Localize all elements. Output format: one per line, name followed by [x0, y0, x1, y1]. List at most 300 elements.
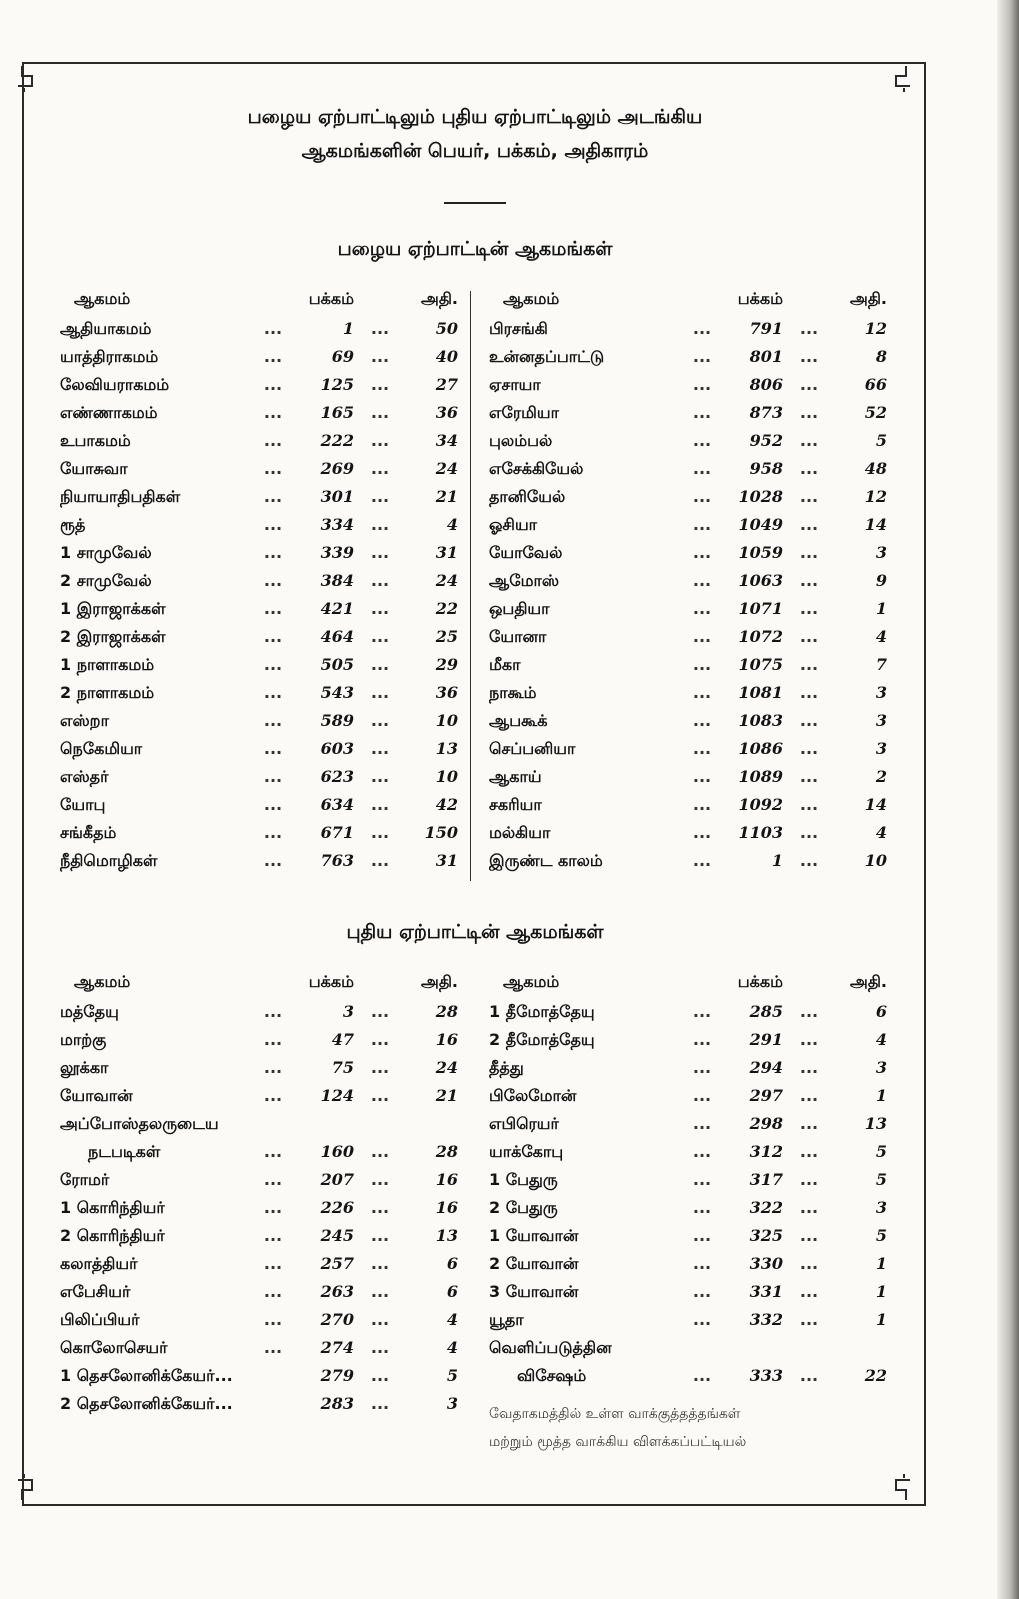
book-page: 245 [320, 1226, 354, 1245]
book-page: 263 [320, 1282, 354, 1301]
book-name: செப்பனியா [489, 739, 576, 758]
leader-dots: ... [263, 487, 283, 506]
leader-dots: ... [263, 795, 283, 814]
book-name: ரோமர் [60, 1170, 110, 1189]
book-page: 806 [749, 375, 783, 394]
book-chapters: 24 [435, 1058, 458, 1077]
table-row [489, 627, 890, 655]
leader-dots: ... [263, 1058, 283, 1077]
leader-dots: ... [692, 1366, 712, 1385]
table-row [489, 1254, 890, 1282]
book-chapters: 1 [875, 1282, 887, 1301]
book-name: 2 நாளாகமம் [60, 683, 155, 702]
table-header-row [60, 972, 475, 1002]
table-row [60, 1030, 475, 1058]
book-chapters: 5 [446, 1366, 458, 1385]
book-page: 1083 [738, 711, 783, 730]
leader-dots: ... [370, 1226, 390, 1245]
table-row [489, 1002, 890, 1030]
book-page: 1028 [738, 487, 783, 506]
new-testament-title: புதிய ஏற்பாட்டின் ஆகமங்கள் [346, 921, 604, 943]
book-chapters: 22 [864, 1366, 887, 1385]
book-page: 801 [749, 347, 783, 366]
book-name: யாத்திராகமம் [60, 347, 159, 366]
book-name: கலாத்தியர் [60, 1254, 138, 1273]
book-page: 1059 [738, 543, 783, 562]
book-name: 1 தீமோத்தேயு [489, 1002, 595, 1021]
book-page: 589 [320, 711, 354, 730]
book-chapters: 40 [435, 347, 458, 366]
table-row [489, 1366, 890, 1394]
leader-dots: ... [799, 1254, 819, 1273]
book-name: 1 கொரிந்தியர் [60, 1198, 165, 1217]
book-page: 1081 [738, 683, 783, 702]
book-name: 1 சாமுவேல் [60, 543, 152, 562]
book-name: இருண்ட காலம் [489, 851, 603, 870]
table-row [60, 1394, 475, 1422]
book-page: 270 [320, 1310, 354, 1329]
table-row [60, 571, 475, 599]
book-chapters: 21 [435, 487, 458, 506]
book-name: 3 யோவான் [489, 1282, 579, 1301]
leader-dots: ... [692, 543, 712, 562]
leader-dots: ... [799, 1030, 819, 1049]
book-name: தானியேல் [489, 487, 566, 506]
leader-dots: ... [370, 515, 390, 534]
table-row [60, 851, 475, 879]
book-chapters: 25 [435, 627, 458, 646]
leader-dots: ... [692, 459, 712, 478]
book-chapters: 4 [446, 1310, 458, 1329]
leader-dots: ... [263, 599, 283, 618]
table-row [489, 459, 890, 487]
table-row [489, 599, 890, 627]
book-chapters: 3 [875, 1058, 887, 1077]
book-page: 294 [749, 1058, 783, 1077]
table-row [489, 1058, 890, 1086]
table-row [489, 515, 890, 543]
table-row [60, 823, 475, 851]
leader-dots: ... [370, 599, 390, 618]
book-name: 1 யோவான் [489, 1226, 579, 1245]
book-chapters: 16 [435, 1198, 458, 1217]
table-row [489, 431, 890, 459]
book-chapters: 3 [875, 739, 887, 758]
table-row [489, 739, 890, 767]
book-page: 873 [749, 403, 783, 422]
book-page: 285 [749, 1002, 783, 1021]
book-name: யோவான் [60, 1086, 133, 1105]
book-name: 2 இராஜாக்கள் [60, 627, 166, 646]
book-chapters: 150 [424, 823, 458, 842]
leader-dots: ... [263, 431, 283, 450]
book-page: 1075 [738, 655, 783, 674]
column-divider [470, 291, 471, 881]
book-page: 301 [320, 487, 354, 506]
book-chapters: 5 [875, 1226, 887, 1245]
header-page: பக்கம் [308, 972, 354, 991]
book-name: ஆகாய் [489, 767, 542, 786]
table-row [489, 319, 890, 347]
book-chapters: 7 [875, 655, 887, 674]
table-row [489, 571, 890, 599]
leader-dots: ... [799, 851, 819, 870]
book-name: தீத்து [489, 1058, 524, 1077]
leader-dots: ... [799, 487, 819, 506]
book-page: 47 [331, 1030, 354, 1049]
table-row [60, 1310, 475, 1338]
table-header-row [489, 289, 890, 319]
leader-dots: ... [692, 347, 712, 366]
leader-dots: ... [370, 431, 390, 450]
leader-dots: ... [692, 403, 712, 422]
leader-dots: ... [370, 1058, 390, 1077]
leader-dots: ... [370, 627, 390, 646]
book-page: 257 [320, 1254, 354, 1273]
leader-dots: ... [799, 1282, 819, 1301]
leader-dots: ... [370, 571, 390, 590]
leader-dots: ... [263, 655, 283, 674]
leader-dots: ... [370, 739, 390, 758]
leader-dots: ... [370, 1198, 390, 1217]
table-row [489, 1226, 890, 1254]
book-page: 505 [320, 655, 354, 674]
book-name: எஸ்றா [60, 711, 109, 730]
corner-ornament-top-right [880, 62, 914, 96]
leader-dots: ... [692, 431, 712, 450]
leader-dots: ... [370, 851, 390, 870]
table-row [60, 1142, 475, 1170]
leader-dots: ... [799, 1226, 819, 1245]
leader-dots: ... [370, 823, 390, 842]
leader-dots: ... [263, 1030, 283, 1049]
book-page: 384 [320, 571, 354, 590]
book-page: 464 [320, 627, 354, 646]
book-chapters: 50 [435, 319, 458, 338]
leader-dots: ... [263, 1226, 283, 1245]
leader-dots: ... [263, 851, 283, 870]
book-chapters: 1 [875, 1310, 887, 1329]
book-page: 1063 [738, 571, 783, 590]
old-testament-title: பழைய ஏற்பாட்டின் ஆகமங்கள் [337, 238, 613, 260]
book-name: ஆமோஸ் [489, 571, 560, 590]
book-page: 330 [749, 1254, 783, 1273]
book-chapters: 42 [435, 795, 458, 814]
book-chapters: 2 [875, 767, 887, 786]
table-row [489, 1282, 890, 1310]
book-page: 298 [749, 1114, 783, 1133]
leader-dots: ... [263, 347, 283, 366]
leader-dots: ... [799, 767, 819, 786]
leader-dots: ... [692, 1002, 712, 1021]
table-row [60, 487, 475, 515]
book-name: நெகேமியா [60, 739, 143, 758]
leader-dots: ... [692, 487, 712, 506]
book-page: 543 [320, 683, 354, 702]
book-page: 1072 [738, 627, 783, 646]
table-row [60, 1282, 475, 1310]
leader-dots: ... [799, 627, 819, 646]
table-row [60, 683, 475, 711]
header-chapters: அதி. [421, 289, 458, 308]
book-name: யோசுவா [60, 459, 128, 478]
book-name: 2 கொரிந்தியர் [60, 1226, 165, 1245]
book-name: ஒபதியா [489, 599, 550, 618]
book-chapters: 36 [435, 683, 458, 702]
book-page: 334 [320, 515, 354, 534]
book-page: 226 [320, 1198, 354, 1217]
table-row [489, 655, 890, 683]
book-name: அப்போஸ்தலருடைய [60, 1114, 219, 1133]
book-page: 333 [749, 1366, 783, 1385]
leader-dots: ... [799, 375, 819, 394]
book-name: 1 இராஜாக்கள் [60, 599, 166, 618]
leader-dots: ... [370, 1254, 390, 1273]
book-page: 269 [320, 459, 354, 478]
book-chapters: 14 [864, 795, 887, 814]
book-page: 124 [320, 1086, 354, 1105]
leader-dots: ... [263, 823, 283, 842]
book-page: 339 [320, 543, 354, 562]
leader-dots: ... [692, 683, 712, 702]
leader-dots: ... [799, 571, 819, 590]
book-name: உன்னதப்பாட்டு [489, 347, 605, 366]
book-page: 1 [342, 319, 354, 338]
book-chapters: 1 [875, 1086, 887, 1105]
leader-dots: ... [263, 1086, 283, 1105]
leader-dots: ... [692, 655, 712, 674]
book-chapters: 12 [864, 487, 887, 506]
leader-dots: ... [370, 1394, 390, 1413]
book-page: 297 [749, 1086, 783, 1105]
book-page: 325 [749, 1226, 783, 1245]
book-chapters: 31 [435, 543, 458, 562]
book-chapters: 13 [864, 1114, 887, 1133]
leader-dots: ... [799, 1058, 819, 1077]
leader-dots: ... [370, 1086, 390, 1105]
book-name: எஸ்தர் [60, 767, 109, 786]
book-name: எண்ணாகமம் [60, 403, 158, 422]
table-row [489, 487, 890, 515]
book-name: வெளிப்படுத்தின [489, 1338, 612, 1357]
leader-dots: ... [263, 1338, 283, 1357]
index-note [489, 1400, 890, 1456]
table-row [60, 795, 475, 823]
book-name: சகரியா [489, 795, 542, 814]
leader-dots: ... [799, 1142, 819, 1161]
leader-dots: ... [692, 1310, 712, 1329]
table-row [489, 403, 890, 431]
book-name: ரூத் [60, 515, 86, 534]
leader-dots: ... [370, 1366, 390, 1385]
book-chapters: 12 [864, 319, 887, 338]
leader-dots: ... [799, 1198, 819, 1217]
table-row [60, 1086, 475, 1114]
leader-dots: ... [263, 1254, 283, 1273]
heading-rule [444, 202, 506, 204]
leader-dots: ... [263, 711, 283, 730]
leader-dots: ... [799, 1366, 819, 1385]
header-chapters: அதி. [421, 972, 458, 991]
book-name: யோபு [60, 795, 106, 814]
book-page: 75 [331, 1058, 354, 1077]
book-chapters: 14 [864, 515, 887, 534]
book-chapters: 10 [864, 851, 887, 870]
corner-ornament-top-left [14, 62, 48, 96]
table-row [489, 711, 890, 739]
book-chapters: 6 [446, 1282, 458, 1301]
leader-dots: ... [799, 823, 819, 842]
leader-dots: ... [799, 1002, 819, 1021]
book-name: விசேஷம் [517, 1366, 587, 1385]
book-chapters: 52 [864, 403, 887, 422]
leader-dots: ... [370, 543, 390, 562]
book-chapters: 27 [435, 375, 458, 394]
new-testament-left-column [60, 972, 475, 1456]
leader-dots: ... [799, 403, 819, 422]
header-chapters: அதி. [850, 972, 887, 991]
leader-dots: ... [370, 711, 390, 730]
table-row [489, 683, 890, 711]
table-row [60, 1366, 475, 1394]
book-name: 2 பேதுரு [489, 1198, 558, 1217]
page-heading [60, 100, 890, 168]
leader-dots: ... [799, 1310, 819, 1329]
table-row [60, 347, 475, 375]
book-name: ஆதியாகமம் [60, 319, 152, 338]
table-row [60, 459, 475, 487]
table-row [60, 1002, 475, 1030]
leader-dots: ... [263, 1198, 283, 1217]
book-name: ஆபகூக் [489, 711, 548, 730]
book-chapters: 6 [875, 1002, 887, 1021]
book-name: கொலோசெயர் [60, 1338, 168, 1357]
book-name: நடபடிகள் [88, 1142, 161, 1161]
book-name: 1 நாளாகமம் [60, 655, 155, 674]
book-name: ஏசாயா [489, 375, 541, 394]
book-page: 1089 [738, 767, 783, 786]
book-name: யூதா [489, 1310, 524, 1329]
index-note-line-2: மற்றும் மூத்த வாக்கிய விளக்கப்பட்டியல் [489, 1434, 747, 1450]
table-row [60, 1058, 475, 1086]
leader-dots: ... [799, 655, 819, 674]
leader-dots: ... [799, 515, 819, 534]
leader-dots: ... [263, 739, 283, 758]
leader-dots: ... [263, 1170, 283, 1189]
book-page: 791 [749, 319, 783, 338]
book-page: 279 [320, 1366, 354, 1385]
book-name: சங்கீதம் [60, 823, 117, 842]
book-chapters: 16 [435, 1170, 458, 1189]
book-page: 421 [320, 599, 354, 618]
book-chapters: 5 [875, 1170, 887, 1189]
leader-dots: ... [692, 851, 712, 870]
table-row [60, 1338, 475, 1366]
table-row [489, 1030, 890, 1058]
book-page: 3 [342, 1002, 354, 1021]
leader-dots: ... [370, 459, 390, 478]
table-row [60, 515, 475, 543]
book-name: ஓசியா [489, 515, 538, 534]
book-chapters: 24 [435, 459, 458, 478]
book-chapters: 24 [435, 571, 458, 590]
book-chapters: 5 [875, 431, 887, 450]
table-header-row [60, 289, 475, 319]
book-page: 634 [320, 795, 354, 814]
page-content [60, 100, 890, 1456]
table-header-row [489, 972, 890, 1002]
table-row [60, 1170, 475, 1198]
book-page: 283 [320, 1394, 354, 1413]
leader-dots: ... [370, 487, 390, 506]
leader-dots: ... [799, 1086, 819, 1105]
leader-dots: ... [799, 599, 819, 618]
leader-dots: ... [692, 319, 712, 338]
leader-dots: ... [263, 683, 283, 702]
book-chapters: 5 [875, 1142, 887, 1161]
leader-dots: ... [263, 1282, 283, 1301]
book-name: 1 தெசலோனிக்கேயர்... [60, 1366, 233, 1385]
book-chapters: 4 [875, 627, 887, 646]
book-chapters: 66 [864, 375, 887, 394]
header-chapters: அதி. [850, 289, 887, 308]
book-chapters: 13 [435, 1226, 458, 1245]
leader-dots: ... [370, 795, 390, 814]
book-chapters: 31 [435, 851, 458, 870]
table-row [60, 655, 475, 683]
leader-dots: ... [692, 1114, 712, 1133]
leader-dots: ... [799, 795, 819, 814]
leader-dots: ... [263, 1142, 283, 1161]
leader-dots: ... [263, 319, 283, 338]
leader-dots: ... [263, 375, 283, 394]
leader-dots: ... [370, 1002, 390, 1021]
leader-dots: ... [370, 767, 390, 786]
table-row [60, 431, 475, 459]
book-name: நியாயாதிபதிகள் [60, 487, 181, 506]
old-testament-left-column [60, 289, 475, 879]
book-page: 274 [320, 1338, 354, 1357]
leader-dots: ... [692, 795, 712, 814]
header-book: ஆகமம் [74, 289, 131, 308]
book-chapters: 4 [446, 515, 458, 534]
leader-dots: ... [370, 1170, 390, 1189]
table-row [489, 851, 890, 879]
leader-dots: ... [692, 571, 712, 590]
new-testament-right-column [475, 972, 890, 1456]
leader-dots: ... [370, 319, 390, 338]
table-row [489, 1198, 890, 1226]
leader-dots: ... [692, 1254, 712, 1273]
book-chapters: 6 [446, 1254, 458, 1273]
leader-dots: ... [799, 739, 819, 758]
book-chapters: 3 [875, 543, 887, 562]
old-testament-table [60, 289, 890, 879]
book-chapters: 34 [435, 431, 458, 450]
book-page: 1086 [738, 739, 783, 758]
book-page: 222 [320, 431, 354, 450]
book-page: 312 [749, 1142, 783, 1161]
book-page: 125 [320, 375, 354, 394]
book-chapters: 1 [875, 1254, 887, 1273]
book-name: 2 சாமுவேல் [60, 571, 152, 590]
leader-dots: ... [692, 711, 712, 730]
leader-dots: ... [263, 459, 283, 478]
leader-dots: ... [799, 459, 819, 478]
book-page: 69 [331, 347, 354, 366]
book-chapters: 13 [435, 739, 458, 758]
heading-line-2: ஆகமங்களின் பெயர், பக்கம், அதிகாரம் [301, 140, 649, 162]
